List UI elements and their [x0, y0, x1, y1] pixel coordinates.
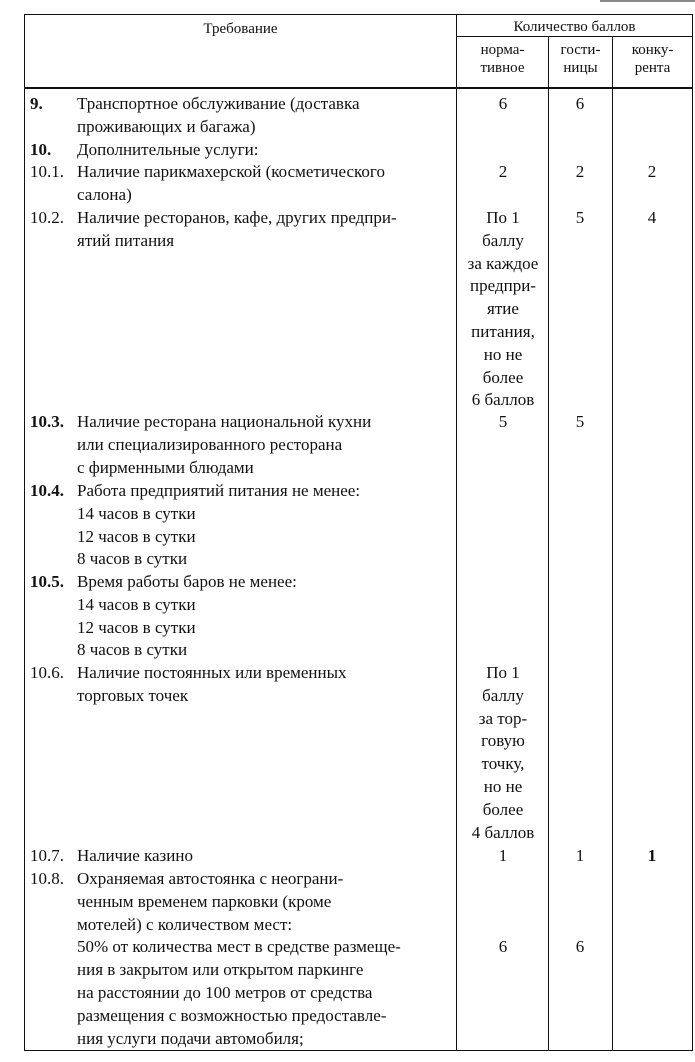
row-hotel-score: 2 [575, 162, 585, 181]
row-requirement: Наличие ресторана национальной кухни или специализированного ресторана с фирменными блюдами [77, 412, 372, 477]
row-number: 10.7. [30, 846, 64, 865]
row-competitor-score: 4 [647, 208, 657, 227]
row-requirement: Наличие парикмахерской (косметического салона) [77, 162, 385, 204]
row-number: 10.8. [30, 869, 64, 888]
header-requirement: Требование [203, 21, 278, 37]
row-normative-score: 1 [498, 846, 508, 865]
row-number: 10.2. [30, 208, 64, 227]
header-bottom-line [24, 87, 693, 89]
row-competitor-score: 1 [647, 846, 657, 865]
table-border-left [24, 14, 25, 1051]
row-normative-score: По 1 баллу за тор- говую точку, но не более 4 баллов [471, 663, 535, 842]
row-normative-score: 6 [498, 937, 508, 956]
row-normative-score: 2 [498, 162, 508, 181]
table-border-top [24, 14, 693, 15]
row-normative-score: По 1 баллу за каждое предпри- ятие питания, но не более 6 баллов [467, 208, 539, 410]
row-number: 10.3. [30, 412, 64, 431]
row-number: 10.1. [30, 162, 64, 181]
row-requirement: Дополнительные услуги: [77, 140, 259, 159]
row-normative-score: 6 [498, 94, 508, 113]
row-number: 10.6. [30, 663, 64, 682]
header-col-hotel: гости- ницы [560, 42, 601, 76]
row-requirement: Наличие казино [77, 846, 193, 865]
row-requirement: Охраняемая автостоянка с неограни- ченным временем парковки (кроме мотелей) с количеством мест: 50% от количества мест в средстве размеще- ния в закрытом или открытом паркинге на расстоянии до 100 метров от средства размещения с возможностью предоставле- ния услуги подачи автомобиля; [77, 869, 401, 1048]
header-col-competitor: конку- рента [631, 42, 674, 76]
header-col-normative: норма- тивное [480, 42, 525, 76]
row-hotel-score: 5 [575, 412, 585, 431]
row-number: 10.5. [30, 572, 64, 591]
row-competitor-score: 2 [647, 162, 657, 181]
row-hotel-score: 6 [575, 94, 585, 113]
row-hotel-score: 1 [575, 846, 585, 865]
row-requirement: Наличие ресторанов, кафе, других предпри- ятий питания [77, 208, 397, 250]
row-hotel-score: 5 [575, 208, 585, 227]
header-score-group: Количество баллов [513, 19, 636, 35]
column-divider-3 [612, 36, 613, 1051]
row-requirement: Работа предприятий питания не менее: 14 часов в сутки 12 часов в сутки 8 часов в сутки [77, 481, 361, 569]
row-hotel-score: 6 [575, 937, 585, 956]
table-border-right [692, 14, 693, 1051]
row-requirement: Наличие постоянных или временных торговых точек [77, 663, 347, 705]
row-requirement: Время работы баров не менее: 14 часов в сутки 12 часов в сутки 8 часов в сутки [77, 572, 297, 660]
row-normative-score: 5 [498, 412, 508, 431]
row-number: 10. [30, 140, 52, 159]
column-divider-2 [548, 36, 549, 1051]
top-edge-line [600, 0, 695, 2]
row-number: 9. [30, 94, 43, 113]
header-subgroup-line [456, 36, 693, 37]
row-requirement: Транспортное обслуживание (доставка проживающих и багажа) [77, 94, 360, 136]
row-number: 10.4. [30, 481, 64, 500]
